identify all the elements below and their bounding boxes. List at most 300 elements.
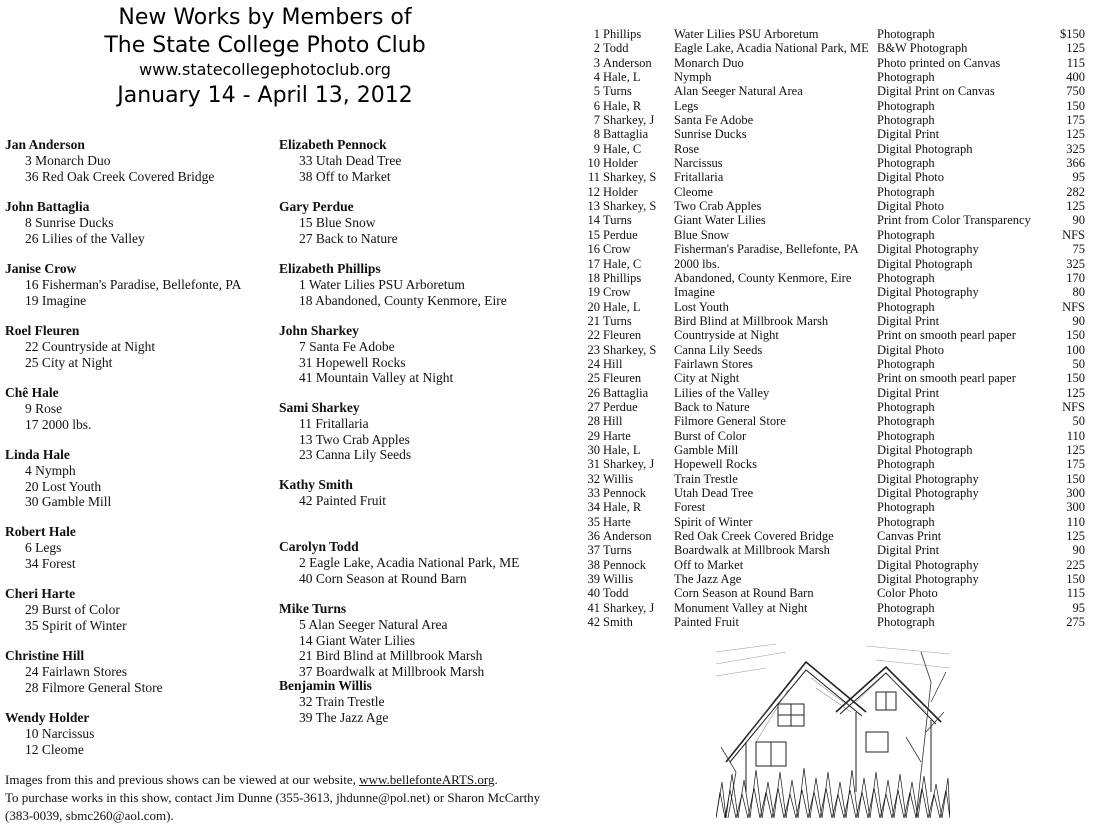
artist-surname-cell: Pennock <box>603 557 647 572</box>
artwork-item: 4 Nymph <box>25 463 76 478</box>
work-number-cell: 14 <box>587 213 600 228</box>
work-number-cell: 18 <box>587 270 600 285</box>
table-row <box>580 257 1085 271</box>
medium-cell: Photograph <box>877 98 935 113</box>
work-number-cell: 15 <box>587 227 600 242</box>
header <box>60 4 470 112</box>
artwork-item: 32 Train Trestle <box>299 694 385 709</box>
work-title-cell: Two Crab Apples <box>674 199 762 214</box>
artwork-item: 20 Lost Youth <box>25 478 102 494</box>
artist-entry <box>279 323 569 400</box>
artist-surname-cell: Anderson <box>603 55 652 70</box>
artwork-item: 15 Blue Snow <box>299 215 376 230</box>
work-number-cell: 16 <box>587 242 600 257</box>
artist-surname-cell: Harte <box>603 428 631 443</box>
artwork-item: 28 Filmore General Store <box>25 679 163 695</box>
medium-cell: Photograph <box>877 227 935 242</box>
work-number-cell: 39 <box>587 572 600 587</box>
work-number-cell: 31 <box>587 457 600 472</box>
artist-surname-cell: Crow <box>603 285 631 300</box>
artwork-item: 38 Off to Market <box>299 168 391 184</box>
table-row <box>580 300 1085 314</box>
work-number-cell: 11 <box>587 170 600 185</box>
footer-line-2: To purchase works in this show, contact Jim Dunne (355-3613, jhdunne@pol.net) or Sharon McCarthy <box>5 790 541 805</box>
artwork-item: 5 Alan Seeger Natural Area <box>299 617 448 632</box>
work-title-cell: Abandoned, County Kenmore, Eire <box>674 270 852 285</box>
artist-surname-cell: Perdue <box>603 399 638 414</box>
work-number-cell: 33 <box>587 486 600 500</box>
artwork-item: 30 Gamble Mill <box>25 494 112 509</box>
table-row <box>580 242 1085 256</box>
artist-surname-cell: Hale, R <box>603 98 642 113</box>
medium-cell: Color Photo <box>877 586 938 601</box>
artist-surname-cell: Sharkey, S <box>603 199 657 214</box>
work-title-cell: Corn Season at Round Barn <box>674 586 814 601</box>
work-number-cell: 5 <box>593 84 600 99</box>
artwork-item: 21 Bird Blind at Millbrook Marsh <box>299 648 483 663</box>
price-cell: 125 <box>1066 385 1085 400</box>
artwork-item: 34 Forest <box>25 555 76 571</box>
artwork-item: 13 Two Crab Apples <box>299 431 410 447</box>
table-row <box>580 328 1085 342</box>
medium-cell: Digital Photography <box>877 557 979 572</box>
artwork-item: 18 Abandoned, County Kenmore, Eire <box>299 292 507 308</box>
price-cell: 170 <box>1066 270 1085 285</box>
work-number-cell: 22 <box>587 328 600 343</box>
artist-name: Elizabeth Pennock <box>279 137 387 152</box>
medium-cell: Photograph <box>877 514 935 529</box>
work-number-cell: 42 <box>587 615 600 630</box>
medium-cell: Canvas Print <box>877 529 942 544</box>
artwork-item: 2 Eagle Lake, Acadia National Park, ME <box>299 555 520 570</box>
work-title-cell: Filmore General Store <box>674 414 786 429</box>
artwork-item: 41 Mountain Valley at Night <box>299 370 454 385</box>
artist-surname-cell: Hale, C <box>603 141 642 156</box>
artist-entry <box>279 477 569 539</box>
table-row <box>580 314 1085 328</box>
artist-surname-cell: Hale, L <box>603 442 641 457</box>
table-row <box>580 213 1085 227</box>
medium-cell: Digital Photograph <box>877 256 973 271</box>
artist-entry <box>279 601 569 678</box>
price-cell: 300 <box>1066 486 1085 500</box>
medium-cell: Print on smooth pearl paper <box>877 371 1016 386</box>
price-cell: $150 <box>1060 27 1085 41</box>
price-cell: 95 <box>1072 600 1085 615</box>
artwork-item: 23 Canna Lily Seeds <box>299 447 412 462</box>
medium-cell: Digital Photo <box>877 170 945 185</box>
artists-left-column <box>5 137 275 772</box>
work-title-cell: Burst of Color <box>674 428 747 443</box>
artist-name: John Sharkey <box>279 323 359 338</box>
work-number-cell: 29 <box>587 428 600 443</box>
price-cell: 325 <box>1066 256 1085 271</box>
artwork-item: 10 Narcissus <box>25 726 95 741</box>
club-url: www.statecollegephotoclub.org <box>139 60 391 79</box>
medium-cell: Digital Photography <box>877 486 979 500</box>
medium-cell: Digital Photo <box>877 199 945 214</box>
artist-name: Carolyn Todd <box>279 539 359 554</box>
work-number-cell: 12 <box>587 184 600 199</box>
table-row <box>580 170 1085 184</box>
work-title-cell: Narcissus <box>674 156 723 171</box>
artist-surname-cell: Pennock <box>603 486 647 500</box>
work-number-cell: 19 <box>587 285 600 300</box>
medium-cell: Digital Photography <box>877 471 979 486</box>
artist-name: Gary Perdue <box>279 199 354 214</box>
artwork-item: 8 Sunrise Ducks <box>25 215 114 230</box>
artist-name: John Battaglia <box>5 199 90 214</box>
work-title-cell: City at Night <box>674 371 740 386</box>
work-number-cell: 4 <box>593 70 600 85</box>
artwork-item: 27 Back to Nature <box>299 230 398 246</box>
artist-surname-cell: Harte <box>603 514 631 529</box>
artist-surname-cell: Hale, L <box>603 299 641 314</box>
table-row <box>580 400 1085 414</box>
table-row <box>580 99 1085 113</box>
work-title-cell: Spirit of Winter <box>674 514 753 529</box>
artwork-item: 31 Hopewell Rocks <box>299 354 406 370</box>
medium-cell: Photograph <box>877 113 935 128</box>
work-title-cell: Boardwalk at Millbrook Marsh <box>674 543 830 558</box>
medium-cell: B&W Photograph <box>877 41 968 56</box>
table-row <box>580 271 1085 285</box>
price-cell: 150 <box>1066 371 1085 386</box>
medium-cell: Digital Photography <box>877 572 979 587</box>
artwork-item: 24 Fairlawn Stores <box>25 664 127 679</box>
price-cell: 325 <box>1066 141 1085 156</box>
price-cell: 125 <box>1066 199 1085 214</box>
artwork-item: 39 The Jazz Age <box>299 709 389 725</box>
work-number-cell: 32 <box>587 471 600 486</box>
medium-cell: Digital Photography <box>877 285 979 300</box>
artist-entry <box>5 524 275 586</box>
table-row <box>580 343 1085 357</box>
artist-entry <box>279 678 569 740</box>
medium-cell: Digital Photograph <box>877 442 973 457</box>
artist-surname-cell: Smith <box>603 615 633 630</box>
medium-cell: Photograph <box>877 428 935 443</box>
medium-cell: Digital Print <box>877 385 940 400</box>
medium-cell: Digital Photography <box>877 242 979 257</box>
artist-name: Linda Hale <box>5 447 70 462</box>
work-title-cell: Painted Fruit <box>674 615 739 630</box>
price-cell: NFS <box>1062 227 1085 242</box>
artist-surname-cell: Holder <box>603 184 638 199</box>
work-number-cell: 27 <box>587 399 600 414</box>
table-row <box>580 586 1085 600</box>
work-title-cell: Blue Snow <box>674 227 730 242</box>
artwork-item: 29 Burst of Color <box>25 602 120 617</box>
medium-cell: Digital Print <box>877 313 940 328</box>
artist-surname-cell: Hale, L <box>603 70 641 85</box>
artists-middle-column <box>279 137 569 740</box>
work-number-cell: 3 <box>593 55 600 70</box>
work-number-cell: 28 <box>587 414 600 429</box>
work-number-cell: 1 <box>593 27 600 41</box>
artist-name: Christine Hill <box>5 648 85 663</box>
table-row <box>580 386 1085 400</box>
medium-cell: Photograph <box>877 27 935 41</box>
work-number-cell: 20 <box>587 299 600 314</box>
artist-entry <box>5 710 275 772</box>
price-cell: 90 <box>1072 543 1085 558</box>
medium-cell: Print from Color Transparency <box>877 213 1031 228</box>
medium-cell: Digital Photograph <box>877 141 973 156</box>
artist-name: Wendy Holder <box>5 710 90 725</box>
artwork-item: 17 2000 lbs. <box>25 416 92 432</box>
table-row <box>580 142 1085 156</box>
table-row <box>580 127 1085 141</box>
price-cell: 125 <box>1066 127 1085 142</box>
table-row <box>580 414 1085 428</box>
artist-surname-cell: Turns <box>603 213 632 228</box>
price-cell: 750 <box>1066 84 1085 99</box>
work-number-cell: 8 <box>593 127 600 142</box>
artist-name: Chê Hale <box>5 385 59 400</box>
artist-name: Sami Sharkey <box>279 400 360 415</box>
work-title-cell: Utah Dead Tree <box>674 486 754 500</box>
house-sketch-image <box>716 642 950 818</box>
table-row <box>580 113 1085 127</box>
artist-entry <box>5 586 275 648</box>
table-row <box>580 558 1085 572</box>
medium-cell: Digital Print <box>877 127 940 142</box>
medium-cell: Digital Photo <box>877 342 945 357</box>
artwork-item: 35 Spirit of Winter <box>25 617 127 633</box>
table-row <box>580 601 1085 615</box>
work-number-cell: 40 <box>587 586 600 601</box>
work-title-cell: Monument Valley at Night <box>674 600 808 615</box>
artist-entry <box>5 447 275 524</box>
table-row <box>580 529 1085 543</box>
work-title-cell: Sunrise Ducks <box>674 127 747 142</box>
artist-name: Elizabeth Phillips <box>279 261 381 276</box>
medium-cell: Photograph <box>877 457 935 472</box>
artist-surname-cell: Hale, R <box>603 500 642 515</box>
work-number-cell: 30 <box>587 442 600 457</box>
artwork-item: 1 Water Lilies PSU Arboretum <box>299 277 465 292</box>
medium-cell: Photograph <box>877 270 935 285</box>
footer-text: Images from this and previous shows can be viewed at our website, <box>5 772 360 787</box>
artist-surname-cell: Perdue <box>603 227 638 242</box>
price-cell: 282 <box>1066 184 1085 199</box>
table-row <box>580 615 1085 629</box>
artist-surname-cell: Crow <box>603 242 631 257</box>
footer-period: . <box>494 772 498 787</box>
artist-surname-cell: Turns <box>603 543 632 558</box>
title-line-2: The State College Photo Club <box>104 33 426 58</box>
work-title-cell: Lilies of the Valley <box>674 385 770 400</box>
work-title-cell: Eagle Lake, Acadia National Park, ME <box>674 41 869 56</box>
work-title-cell: Countryside at Night <box>674 328 779 343</box>
artist-surname-cell: Todd <box>603 586 629 601</box>
table-row <box>580 543 1085 557</box>
work-title-cell: Forest <box>674 500 706 515</box>
table-row <box>580 199 1085 213</box>
artist-entry <box>279 199 569 261</box>
work-title-cell: 2000 lbs. <box>674 256 720 271</box>
medium-cell: Print on smooth pearl paper <box>877 328 1016 343</box>
work-title-cell: Fairlawn Stores <box>674 356 753 371</box>
price-cell: 400 <box>1066 70 1085 85</box>
artwork-item: 37 Boardwalk at Millbrook Marsh <box>299 663 485 679</box>
table-row <box>580 56 1085 70</box>
artist-surname-cell: Hill <box>603 356 623 371</box>
artist-surname-cell: Fleuren <box>603 371 642 386</box>
artist-surname-cell: Sharkey, S <box>603 170 657 185</box>
artist-surname-cell: Holder <box>603 156 638 171</box>
price-cell: 100 <box>1066 342 1085 357</box>
price-cell: NFS <box>1062 399 1085 414</box>
work-title-cell: Rose <box>674 141 699 156</box>
price-cell: NFS <box>1062 299 1085 314</box>
medium-cell: Photograph <box>877 600 935 615</box>
work-title-cell: Fritallaria <box>674 170 724 185</box>
medium-cell: Photograph <box>877 414 935 429</box>
artwork-item: 19 Imagine <box>25 292 87 308</box>
table-row <box>580 371 1085 385</box>
price-cell: 90 <box>1072 313 1085 328</box>
artist-name: Jan Anderson <box>5 137 85 152</box>
artwork-item: 40 Corn Season at Round Barn <box>299 570 467 586</box>
medium-cell: Digital Print <box>877 543 940 558</box>
work-title-cell: Back to Nature <box>674 399 750 414</box>
table-row <box>580 515 1085 529</box>
price-cell: 150 <box>1066 98 1085 113</box>
artist-surname-cell: Turns <box>603 313 632 328</box>
work-number-cell: 2 <box>593 41 600 56</box>
footer <box>5 771 545 825</box>
price-cell: 275 <box>1066 615 1085 630</box>
work-number-cell: 23 <box>587 342 600 357</box>
medium-cell: Photograph <box>877 500 935 515</box>
table-row <box>580 429 1085 443</box>
table-row <box>580 156 1085 170</box>
table-row <box>580 84 1085 98</box>
table-row <box>580 70 1085 84</box>
medium-cell: Photo printed on Canvas <box>877 55 1001 70</box>
work-title-cell: Fisherman's Paradise, Bellefonte, PA <box>674 242 859 257</box>
price-cell: 110 <box>1066 428 1085 443</box>
work-title-cell: Water Lilies PSU Arboretum <box>674 27 819 41</box>
work-title-cell: Hopewell Rocks <box>674 457 757 472</box>
price-cell: 110 <box>1066 514 1085 529</box>
work-title-cell: Red Oak Creek Covered Bridge <box>674 529 834 544</box>
work-title-cell: Monarch Duo <box>674 55 744 70</box>
artist-surname-cell: Phillips <box>603 270 642 285</box>
website-link[interactable]: www.bellefonteARTS.org <box>359 772 495 787</box>
artist-surname-cell: Willis <box>603 471 634 486</box>
price-cell: 115 <box>1066 586 1085 601</box>
work-number-cell: 7 <box>593 113 600 128</box>
artist-surname-cell: Hale, C <box>603 256 642 271</box>
table-row <box>580 457 1085 471</box>
table-row <box>580 443 1085 457</box>
table-row <box>580 500 1085 514</box>
medium-cell: Photograph <box>877 70 935 85</box>
medium-cell: Photograph <box>877 156 935 171</box>
price-cell: 150 <box>1066 572 1085 587</box>
artwork-item: 6 Legs <box>25 540 62 555</box>
table-row <box>580 572 1085 586</box>
price-cell: 115 <box>1066 55 1085 70</box>
artist-name: Roel Fleuren <box>5 323 80 338</box>
medium-cell: Photograph <box>877 615 935 630</box>
artwork-item: 3 Monarch Duo <box>25 153 111 168</box>
price-cell: 80 <box>1072 285 1085 300</box>
artwork-item: 9 Rose <box>25 401 63 416</box>
price-cell: 95 <box>1072 170 1085 185</box>
price-cell: 125 <box>1066 41 1085 56</box>
price-cell: 90 <box>1072 213 1085 228</box>
artist-surname-cell: Sharkey, J <box>603 600 655 615</box>
work-number-cell: 38 <box>587 557 600 572</box>
artist-entry <box>279 400 569 477</box>
work-number-cell: 37 <box>587 543 600 558</box>
price-cell: 300 <box>1066 500 1085 515</box>
artist-entry <box>279 539 569 601</box>
artist-name: Benjamin Willis <box>279 678 372 693</box>
medium-cell: Digital Print on Canvas <box>877 84 995 99</box>
work-title-cell: Giant Water Lilies <box>674 213 766 228</box>
artist-surname-cell: Sharkey, J <box>603 457 655 472</box>
work-title-cell: Alan Seeger Natural Area <box>674 84 803 99</box>
work-title-cell: Imagine <box>674 285 715 300</box>
work-title-cell: Canna Lily Seeds <box>674 342 763 357</box>
artist-entry <box>279 137 569 199</box>
work-title-cell: Lost Youth <box>674 299 729 314</box>
artwork-item: 14 Giant Water Lilies <box>299 632 416 648</box>
artwork-item: 16 Fisherman's Paradise, Bellefonte, PA <box>25 277 242 292</box>
table-row <box>580 41 1085 55</box>
artwork-item: 26 Lilies of the Valley <box>25 230 145 246</box>
artist-entry <box>5 323 275 385</box>
price-cell: 125 <box>1066 529 1085 544</box>
artwork-item: 42 Painted Fruit <box>299 493 386 508</box>
artist-surname-cell: Turns <box>603 84 632 99</box>
work-title-cell: Train Trestle <box>674 471 738 486</box>
artist-entry <box>5 261 275 323</box>
table-row <box>580 185 1085 199</box>
work-number-cell: 10 <box>587 156 600 171</box>
footer-line-3: (383-0039, sbmc260@aol.com). <box>5 808 174 823</box>
work-number-cell: 9 <box>593 141 600 156</box>
artist-entry <box>5 137 275 199</box>
artwork-item: 22 Countryside at Night <box>25 339 156 354</box>
artist-surname-cell: Phillips <box>603 27 642 41</box>
price-cell: 50 <box>1072 414 1085 429</box>
work-title-cell: The Jazz Age <box>674 572 742 587</box>
artist-surname-cell: Willis <box>603 572 634 587</box>
work-title-cell: Off to Market <box>674 557 744 572</box>
price-cell: 50 <box>1072 356 1085 371</box>
table-row <box>580 357 1085 371</box>
artist-surname-cell: Battaglia <box>603 127 649 142</box>
price-cell: 125 <box>1066 442 1085 457</box>
artist-name: Kathy Smith <box>279 477 353 492</box>
artwork-item: 25 City at Night <box>25 354 113 370</box>
medium-cell: Photograph <box>877 399 935 414</box>
price-cell: 175 <box>1066 113 1085 128</box>
price-cell: 366 <box>1066 156 1085 171</box>
table-row <box>580 472 1085 486</box>
artist-entry <box>5 199 275 261</box>
work-number-cell: 26 <box>587 385 600 400</box>
artist-name: Mike Turns <box>279 601 347 616</box>
work-number-cell: 34 <box>587 500 600 515</box>
medium-cell: Photograph <box>877 299 935 314</box>
